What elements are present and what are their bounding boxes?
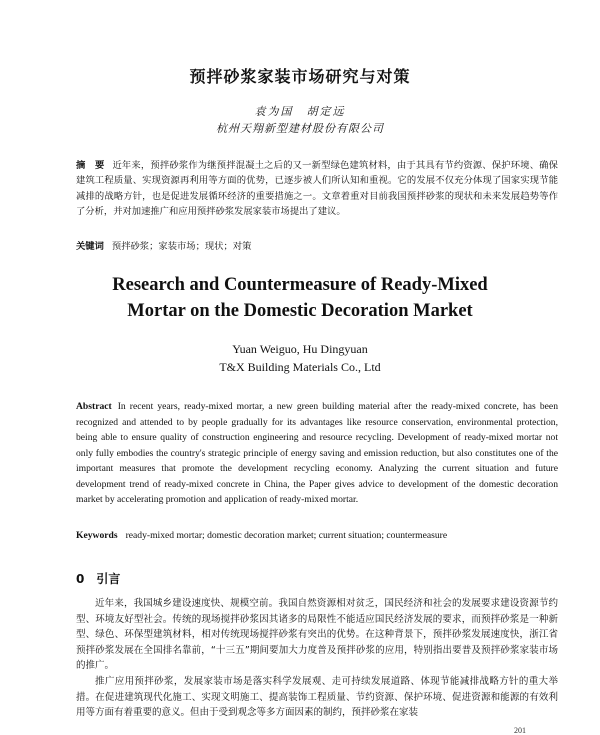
body-paragraph: 推广应用预拌砂浆，发展家装市场是落实科学发展观、走可持续发展道路、体现节能减排战略方针的重大举措。在促进建筑现代化施工、实现文明施工、提高装饰工程质量、节约资源、保护环境、促进资源和能源的有效利用等方面有着重要的意义。但由于受到观念等多方面因素的制约，预拌砂浆在家装 — [76, 675, 558, 719]
affiliation-english: T&X Building Materials Co., Ltd — [219, 360, 381, 374]
abstract-text-english: In recent years, ready-mixed mortar, a new green building material after the ready-mixed concrete, has been recognized and attended to by people gradually for its advantages like resource conservation, environmental protection, being able to ensure quality of construction engineering and resource recycling. Development of ready-mixed mortar not only fully embodies the country's strategic principle of energy saving and emission reduction, but also constitutes one of the important measures that promote the development recycling economy. Analyzing the current situation and future development trend of ready-mixed concrete in China, the Paper gives advice to development of the domestic decoration market by accelerating promotion and application of ready-mixed mortar. — [76, 401, 558, 505]
keywords-text-english: ready-mixed mortar; domestic decoration market; current situation; countermeasure — [125, 530, 448, 541]
keywords-english — [76, 530, 558, 541]
affiliation-chinese: 杭州天翔新型建材股份有限公司 — [216, 122, 384, 135]
abstract-english — [76, 399, 558, 508]
abstract-chinese — [76, 158, 558, 220]
title-english-line2: Mortar on the Domestic Decoration Market — [127, 301, 473, 321]
abstract-label-chinese: 摘 要 — [76, 160, 105, 171]
keywords-label-english: Keywords — [76, 530, 118, 541]
authors-english: Yuan Weiguo, Hu Dingyuan — [232, 342, 368, 356]
keywords-label-chinese: 关键词 — [76, 241, 104, 252]
section-heading — [76, 570, 120, 587]
title-english — [0, 272, 600, 324]
abstract-text-chinese: 近年来，预拌砂浆作为继预拌混凝土之后的又一新型绿色建筑材料，由于其具有节约资源、保护环境、确保建筑工程质量、实现资源再利用等方面的优势，已逐步被人们所认知和重视。它的发展不仅充分体现了国家实现节能减排的战略方针，也是促进发展循环经济的重要措施之一。文章着重对目前我国预拌砂浆的现状和未来发展趋势等作了分析，并对加速推广和应用预拌砂浆发展家装市场提出了建议。 — [76, 160, 558, 218]
title-english-line1: Research and Countermeasure of Ready-Mixed — [112, 275, 488, 295]
section-number: 0 — [76, 572, 85, 586]
authors-chinese: 袁为国 胡定远 — [254, 105, 346, 118]
abstract-label-english: Abstract — [76, 401, 112, 412]
keywords-chinese — [76, 238, 558, 252]
body-text — [76, 596, 558, 721]
page-number: 201 — [514, 726, 526, 735]
body-paragraph: 近年来，我国城乡建设速度快、规模空前。我国自然资源相对贫乏，国民经济和社会的发展要求建设资源节约型、环境友好型社会。传统的现场搅拌砂浆因其诸多的局限性不能适应国民经济发展的要求，而预拌砂浆是一种新型、绿色、环保型建筑材料，相对传统现场搅拌砂浆有突出的优势。在这种背景下，预拌砂浆发展速度快，浙江省预拌砂浆发展在全国排名靠前，“十三五”期间要加大力度普及预拌砂浆的应用，特别指出要普及预拌砂浆家装市场的推广。 — [76, 598, 558, 672]
section-title: 引言 — [96, 572, 121, 586]
title-chinese: 预拌砂浆家装市场研究与对策 — [189, 67, 411, 86]
keywords-text-chinese: 预拌砂浆；家装市场；现状；对策 — [111, 241, 252, 252]
